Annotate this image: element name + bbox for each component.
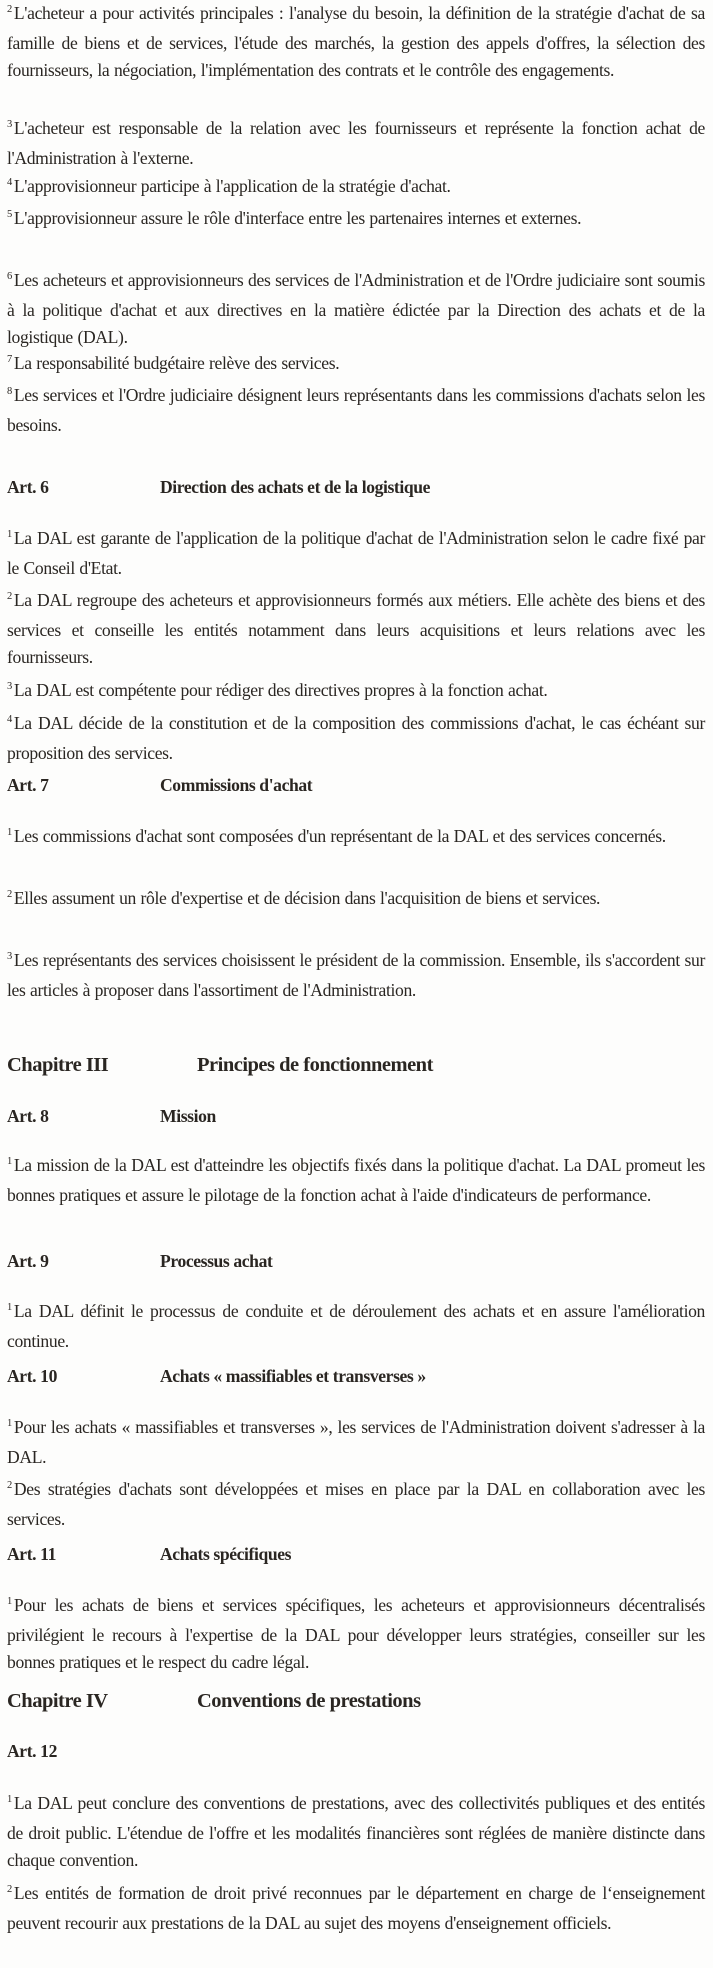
paragraph-number: 7	[7, 354, 12, 365]
paragraph-number: 2	[7, 591, 12, 602]
paragraph-text: La DAL définit le processus de conduite et de déroulement des achats et en assure l'amélioration continue.	[7, 1301, 705, 1351]
paragraph-number: 1	[7, 1156, 12, 1167]
paragraph-number: 4	[7, 177, 12, 188]
article-title: Processus achat	[160, 1251, 273, 1271]
paragraph-art5-8	[7, 382, 705, 439]
paragraph-text: La DAL décide de la constitution et de la composition des commissions d'achat, le cas échéant sur proposition des services.	[7, 713, 705, 763]
paragraph-art7-2	[7, 885, 705, 915]
paragraph-art8-1	[7, 1152, 705, 1209]
paragraph-text: L'acheteur est responsable de la relation avec les fournisseurs et représente la fonction achat de l'Administration à l'externe.	[7, 118, 705, 168]
paragraph-text: La mission de la DAL est d'atteindre les objectifs fixés dans la politique d'achat. La DAL promeut les bonnes pratiques et assure le pilotage de la fonction achat à l'aide d'indicateurs de performance.	[7, 1155, 705, 1205]
chapter-number: Chapitre IV	[7, 1690, 108, 1712]
article-number: Art. 11	[7, 1544, 56, 1564]
article-number: Art. 10	[7, 1366, 57, 1386]
paragraph-text: Les entités de formation de droit privé reconnues par le département en charge de l‘enseignement peuvent recourir aux prestations de la DAL au sujet des moyens d'enseignement officiels.	[7, 1883, 705, 1933]
article-title: Direction des achats et de la logistique	[160, 477, 431, 497]
paragraph-text: Les commissions d'achat sont composées d'un représentant de la DAL et des services concernés.	[13, 826, 666, 846]
paragraph-number: 1	[7, 827, 12, 838]
paragraph-number: 6	[7, 271, 12, 282]
paragraph-text: Les représentants des services choisissent le président de la commission. Ensemble, ils s'accordent sur les articles à proposer dans l'assortiment de l'Administration.	[7, 950, 705, 1000]
paragraph-number: 2	[7, 4, 12, 15]
paragraph-text: Pour les achats « massifiables et transverses », les services de l'Administration doivent s'adresser à la DAL.	[7, 1417, 705, 1467]
paragraph-number: 4	[7, 714, 12, 725]
paragraph-art9-1	[7, 1298, 705, 1355]
paragraph-art6-3	[7, 677, 705, 707]
paragraph-art5-5	[7, 205, 705, 235]
article-number: Art. 7	[7, 775, 49, 795]
paragraph-number: 1	[7, 1418, 12, 1429]
paragraph-art5-3	[7, 115, 705, 172]
article-number: Art. 8	[7, 1106, 49, 1126]
article-title: Mission	[160, 1106, 216, 1126]
paragraph-art11-1	[7, 1592, 705, 1676]
paragraph-art10-2	[7, 1476, 705, 1533]
paragraph-text: La DAL est garante de l'application de la politique d'achat de l'Administration selon le cadre fixé par le Conseil d'Etat.	[7, 528, 705, 578]
article-title: Achats « massifiables et transverses »	[160, 1366, 426, 1386]
paragraph-art6-1	[7, 525, 705, 582]
paragraph-text: La responsabilité budgétaire relève des services.	[13, 353, 340, 373]
paragraph-number: 2	[7, 889, 12, 900]
paragraph-number: 3	[7, 119, 12, 130]
paragraph-number: 1	[7, 1794, 12, 1805]
article-title: Achats spécifiques	[160, 1544, 292, 1564]
article-number: Art. 6	[7, 477, 49, 497]
paragraph-number: 2	[7, 1884, 12, 1895]
paragraph-number: 1	[7, 1302, 12, 1313]
paragraph-art7-1	[7, 823, 705, 853]
paragraph-text: Des stratégies d'achats sont développées et mises en place par la DAL en collaboration avec les services.	[7, 1479, 705, 1529]
paragraph-art12-1	[7, 1790, 705, 1874]
paragraph-text: L'approvisionneur participe à l'application de la stratégie d'achat.	[13, 176, 451, 196]
paragraph-text: La DAL est compétente pour rédiger des directives propres à la fonction achat.	[13, 680, 548, 700]
paragraph-art12-2	[7, 1880, 705, 1937]
chapter-title: Principes de fonctionnement	[197, 1054, 433, 1076]
paragraph-text: La DAL peut conclure des conventions de prestations, avec des collectivités publiques et des entités de droit public. L'étendue de l'offre et les modalités financières sont réglées de manière distincte dans chaque convention.	[7, 1793, 705, 1870]
paragraph-art5-6	[7, 267, 705, 351]
paragraph-text: L'approvisionneur assure le rôle d'interface entre les partenaires internes et externes.	[13, 208, 582, 228]
paragraph-text: L'acheteur a pour activités principales : l'analyse du besoin, la définition de la stratégie d'achat de sa famille de biens et de services, l'étude des marchés, la gestion des appels d'offres, la sélection des fournisseurs, la négociation, l'implémentation des contrats et le contrôle des engagements.	[7, 3, 705, 80]
paragraph-art5-2	[7, 0, 705, 84]
paragraph-text: Elles assument un rôle d'expertise et de décision dans l'acquisition de biens et services.	[13, 888, 601, 908]
paragraph-number: 1	[7, 529, 12, 540]
paragraph-text: Les acheteurs et approvisionneurs des services de l'Administration et de l'Ordre judiciaire sont soumis à la politique d'achat et aux directives en la matière édictée par la Direction des achats et de la logistique (DAL).	[7, 270, 705, 347]
paragraph-text: Les services et l'Ordre judiciaire désignent leurs représentants dans les commissions d'achats selon les besoins.	[7, 385, 705, 435]
paragraph-art5-4	[7, 173, 705, 203]
paragraph-art7-3	[7, 947, 705, 1004]
paragraph-number: 8	[7, 386, 12, 397]
article-number: Art. 9	[7, 1251, 49, 1271]
paragraph-art6-4	[7, 710, 705, 767]
paragraph-text: La DAL regroupe des acheteurs et approvisionneurs formés aux métiers. Elle achète des biens et des services et conseille les entités notamment dans leurs acquisitions et leurs relations avec les fournisseurs.	[7, 590, 705, 667]
article-title: Commissions d'achat	[160, 775, 313, 795]
paragraph-art10-1	[7, 1414, 705, 1471]
chapter-title: Conventions de prestations	[197, 1690, 421, 1712]
paragraph-text: Pour les achats de biens et services spécifiques, les acheteurs et approvisionneurs décentralisés privilégient le recours à l'expertise de la DAL pour développer leurs stratégies, conseiller sur les bonnes pratiques et le respect du cadre légal.	[7, 1595, 705, 1672]
paragraph-number: 3	[7, 951, 12, 962]
paragraph-number: 5	[7, 209, 12, 220]
paragraph-number: 3	[7, 681, 12, 692]
paragraph-art5-7	[7, 350, 705, 380]
paragraph-art6-2	[7, 587, 705, 671]
paragraph-number: 1	[7, 1596, 12, 1607]
chapter-number: Chapitre III	[7, 1054, 109, 1076]
paragraph-number: 2	[7, 1480, 12, 1491]
article-number: Art. 12	[7, 1741, 57, 1761]
